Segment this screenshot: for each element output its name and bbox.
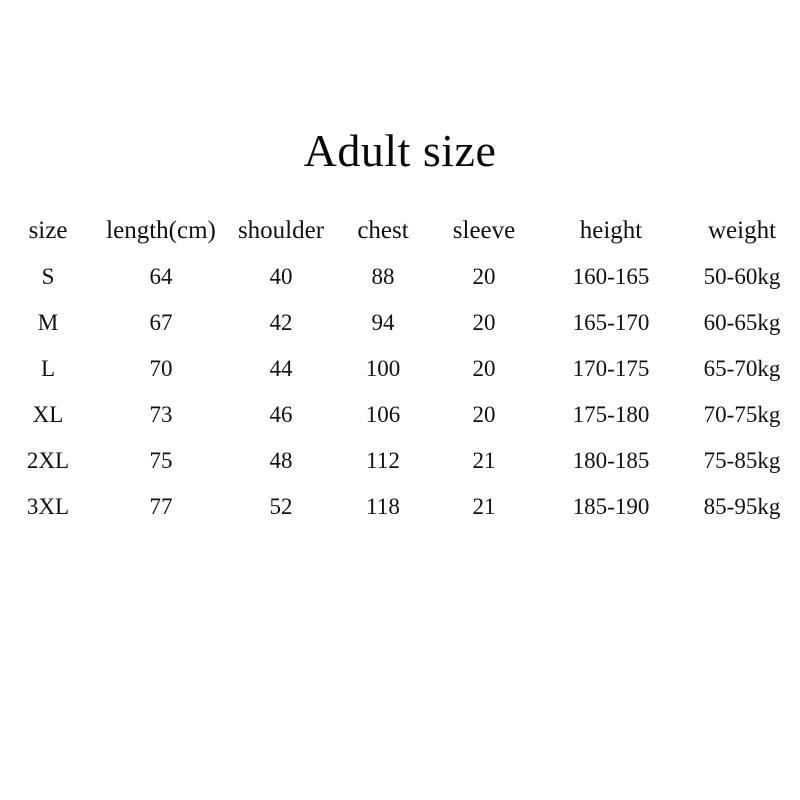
cell-size: L (40, 356, 56, 381)
table-row (0, 346, 800, 392)
cell-chest: 88 (371, 264, 395, 289)
column-header-weight: weight (707, 217, 777, 244)
cell-shoulder: 44 (269, 356, 293, 381)
table-row (0, 254, 800, 300)
cell-shoulder: 52 (269, 494, 293, 519)
cell-height: 185-190 (572, 494, 650, 519)
cell-length: 64 (149, 264, 173, 289)
cell-weight: 75-85kg (703, 448, 781, 473)
cell-weight: 60-65kg (703, 310, 781, 335)
cell-length: 70 (149, 356, 173, 381)
column-header-sleeve: sleeve (452, 217, 516, 244)
cell-length: 77 (149, 494, 173, 519)
cell-shoulder: 42 (269, 310, 293, 335)
page-title: Adult size (303, 125, 497, 176)
table-header (0, 208, 800, 254)
cell-weight: 50-60kg (703, 264, 781, 289)
cell-size: 3XL (26, 494, 70, 519)
cell-length: 67 (149, 310, 173, 335)
column-header-length: length(cm) (106, 217, 216, 244)
cell-sleeve: 21 (472, 448, 496, 473)
cell-size: S (41, 264, 55, 289)
cell-chest: 112 (366, 448, 400, 473)
cell-height: 170-175 (572, 356, 650, 381)
cell-size: XL (32, 402, 64, 427)
size-table (0, 208, 800, 530)
cell-height: 180-185 (572, 448, 650, 473)
cell-sleeve: 20 (472, 356, 496, 381)
cell-chest: 106 (365, 402, 401, 427)
cell-size: 2XL (26, 448, 70, 473)
column-header-size: size (28, 217, 68, 244)
cell-sleeve: 20 (472, 402, 496, 427)
cell-shoulder: 40 (269, 264, 293, 289)
cell-shoulder: 46 (269, 402, 293, 427)
cell-height: 175-180 (572, 402, 650, 427)
cell-chest: 100 (365, 356, 401, 381)
cell-size: M (37, 310, 59, 335)
cell-sleeve: 20 (472, 264, 496, 289)
column-header-shoulder: shoulder (237, 217, 325, 244)
cell-weight: 70-75kg (703, 402, 781, 427)
cell-weight: 85-95kg (703, 494, 781, 519)
cell-sleeve: 20 (472, 310, 496, 335)
table-row (0, 484, 800, 530)
cell-shoulder: 48 (269, 448, 293, 473)
cell-height: 160-165 (572, 264, 650, 289)
size-table-container (0, 208, 800, 530)
table-row (0, 392, 800, 438)
cell-length: 75 (149, 448, 173, 473)
table-row (0, 300, 800, 346)
table-body (0, 254, 800, 530)
table-header-row (0, 208, 800, 254)
cell-sleeve: 21 (472, 494, 496, 519)
cell-chest: 94 (371, 310, 395, 335)
cell-chest: 118 (366, 494, 400, 519)
cell-length: 73 (149, 402, 173, 427)
cell-weight: 65-70kg (703, 356, 781, 381)
column-header-height: height (579, 217, 643, 244)
cell-height: 165-170 (572, 310, 650, 335)
column-header-chest: chest (357, 217, 409, 244)
table-row (0, 438, 800, 484)
